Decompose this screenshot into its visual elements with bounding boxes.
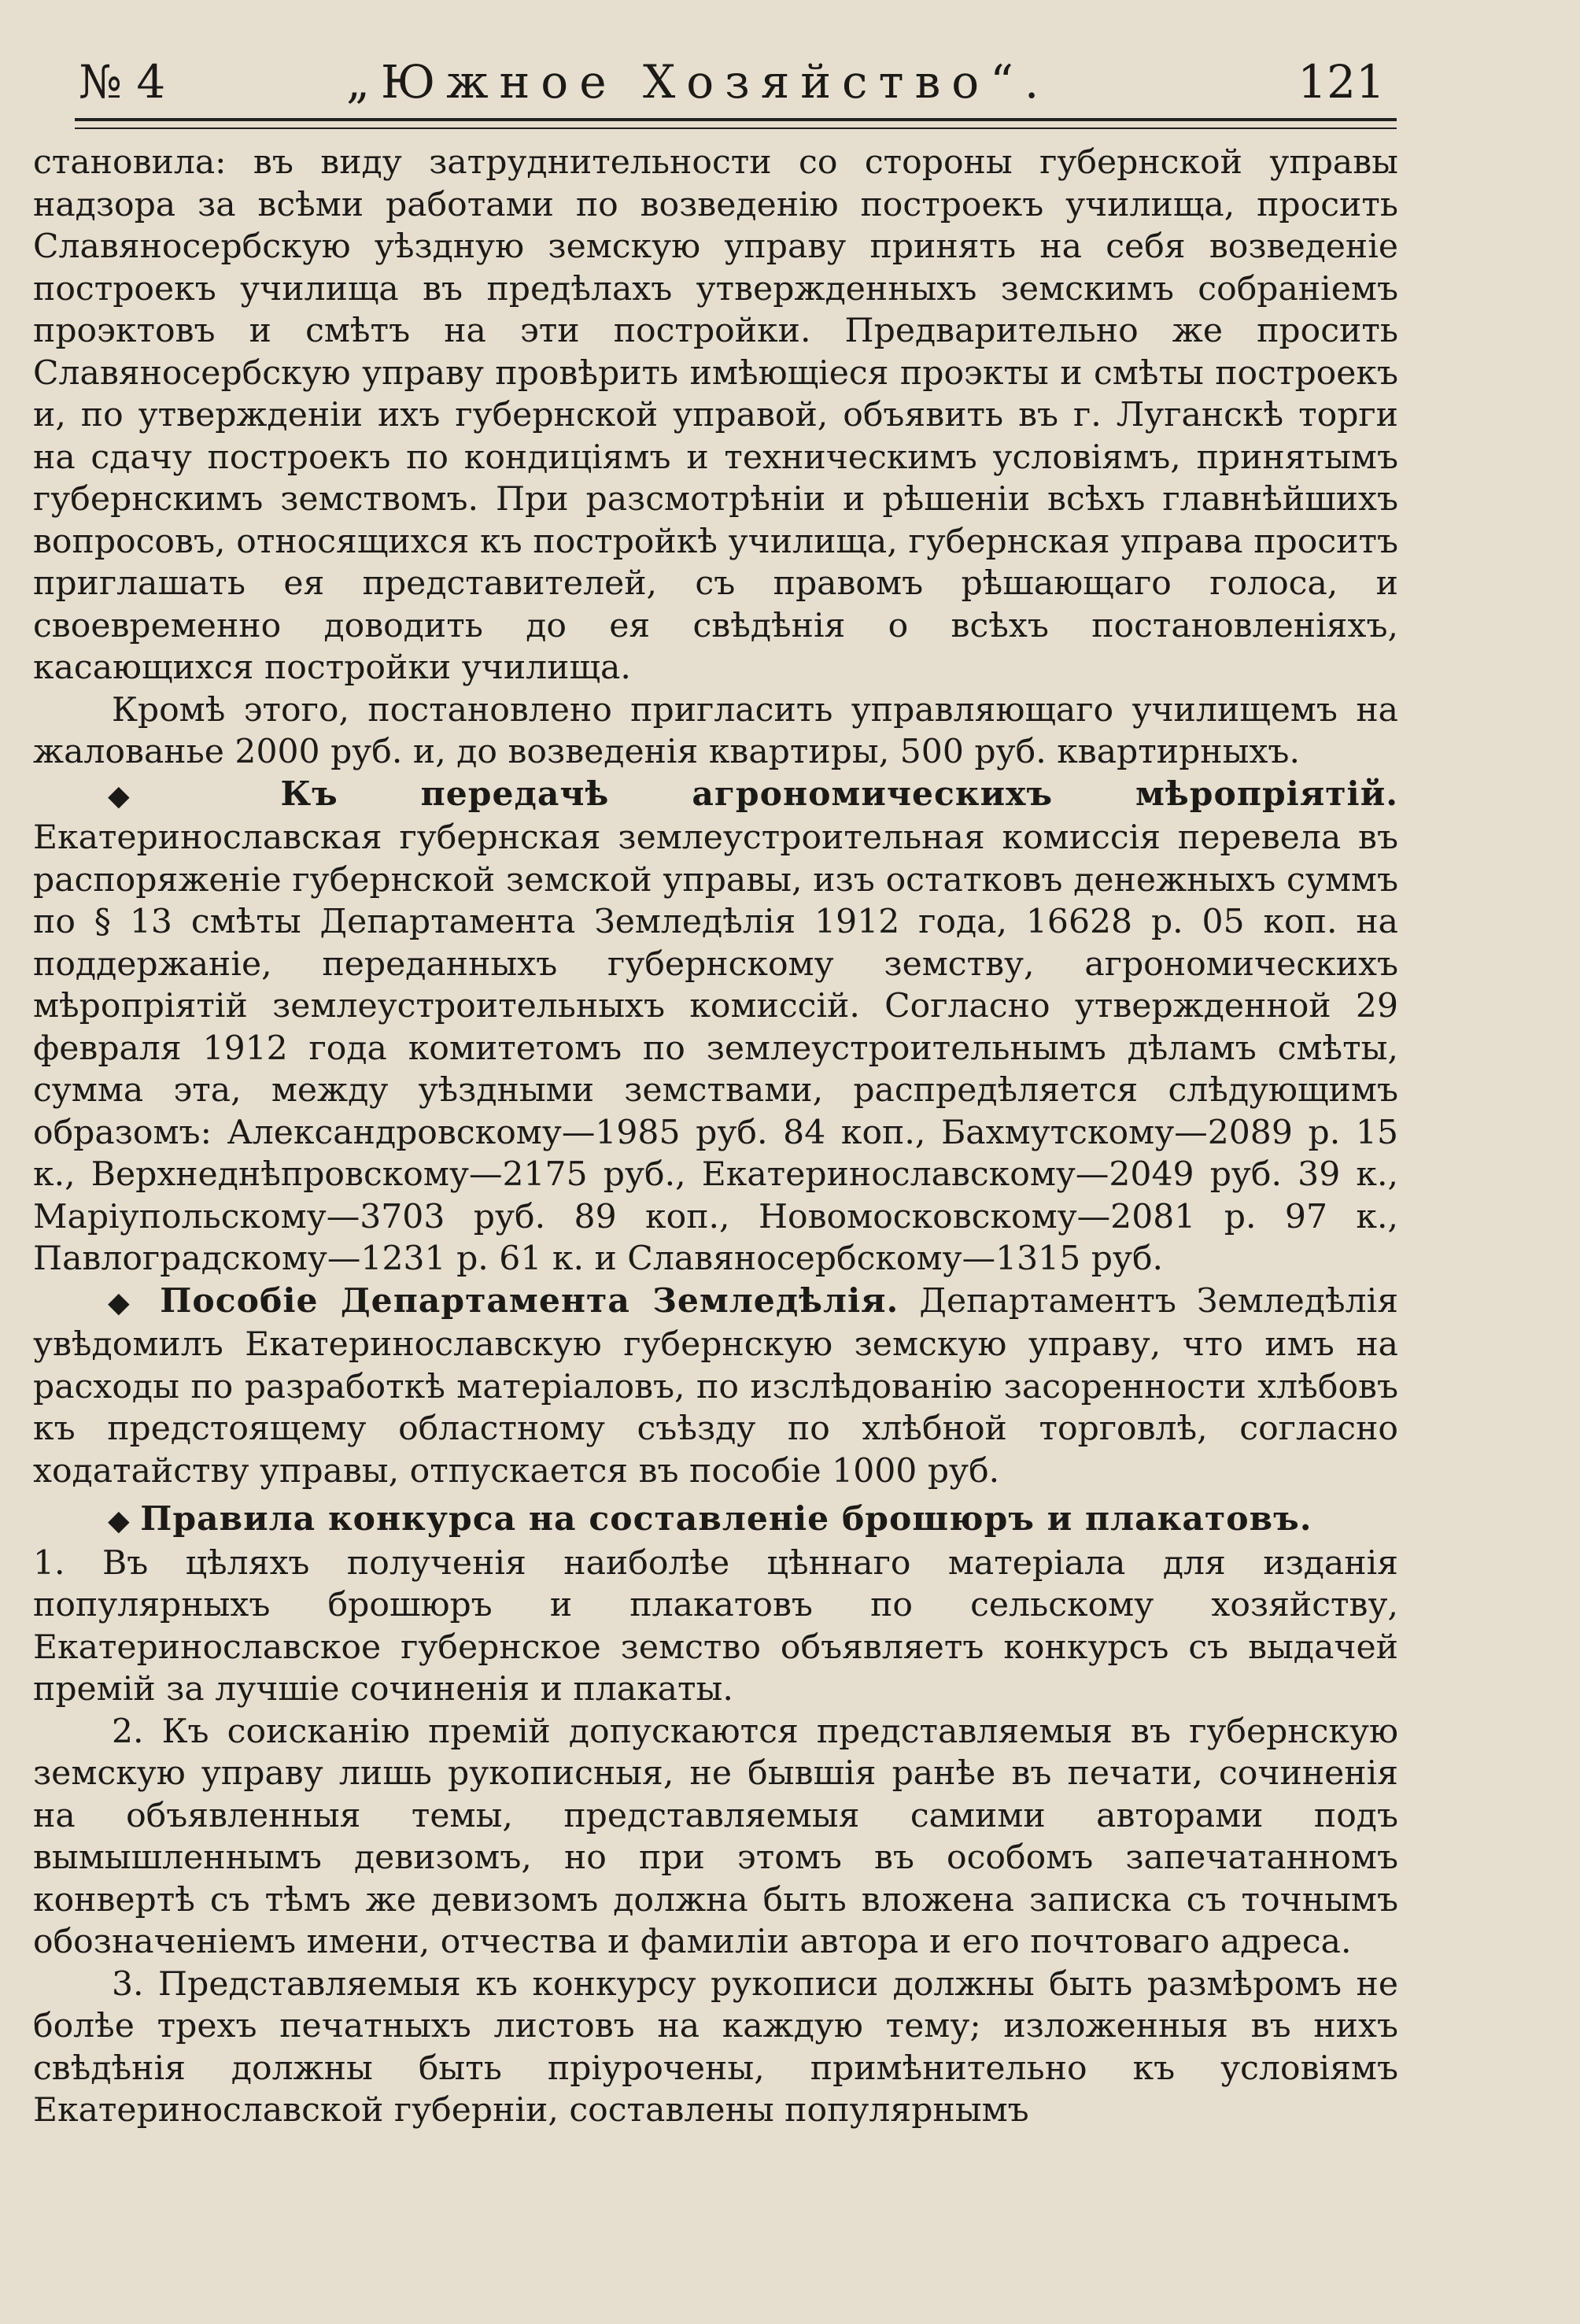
- rule-item: 1. Въ цѣляхъ полученія наиболѣе цѣннаго матеріала для изданія популярныхъ брошюръ и плакатовъ по сельскому хозяйству, Екатеринославское губернское земство объявляетъ конкурсъ съ выдачей премій за лучшіе сочиненія и плакаты.: [33, 1543, 1398, 1709]
- section-paragraph: [33, 1280, 1398, 1493]
- issue-number: № 4: [79, 55, 166, 109]
- header-rule-thin: [75, 127, 1397, 129]
- bullet-icon: ◆: [108, 779, 200, 812]
- paragraph: становила: въ виду затруднительности со стороны губернской управы надзора за всѣми работами по возведенію построекъ училища, просить Славяносербскую уѣздную земскую управу принять на себя возведеніе построекъ училища въ предѣлахъ утвержденныхъ земскимъ собраніемъ проэктовъ и смѣтъ на эти постройки. Предварительно же просить Славяносербскую управу провѣрить имѣющіеся проэкты и смѣты построекъ и, по утвержденіи ихъ губернской управой, объявить въ г. Луганскѣ торги на сдачу построекъ по кондиціямъ и техническимъ условіямъ, принятымъ губернскимъ земствомъ. При разсмотрѣніи и рѣшеніи всѣхъ главнѣйшихъ вопросовъ, относящихся къ постройкѣ училища, губернская управа проситъ приглашать ея представителей, съ правомъ рѣшающаго голоса, и своевременно доводить до ея свѣдѣнія о всѣхъ постановленіяхъ, касающихся постройки училища.: [33, 143, 1398, 687]
- bullet-icon: ◆: [108, 1286, 140, 1319]
- section-heading: Правила конкурса на составленіе брошюръ и плакатовъ.: [140, 1499, 1312, 1539]
- section-text: Департаментъ Земледѣлія увѣдомилъ Екатеринославскую губернскую земскую управу, что имъ на расходы по разработкѣ матеріаловъ, по изслѣдованію засоренности хлѣбовъ къ предстоящему областному съѣзду по хлѣбной торговлѣ, согласно ходатайству управы, отпускается въ пособіе 1000 руб.: [33, 1281, 1399, 1491]
- section-paragraph: [33, 1498, 1398, 1543]
- bullet-icon: ◆: [108, 1505, 130, 1537]
- body-text: [33, 142, 1398, 2132]
- section-heading: Къ передачѣ агрономическихъ мѣропріятій.: [280, 774, 1399, 814]
- section-paragraph: [33, 774, 1398, 1280]
- section-heading: Пособіе Департамента Земледѣлія.: [160, 1280, 899, 1321]
- rule-item: 2. Къ соисканію премій допускаются представляемыя въ губернскую земскую управу лишь рукописныя, не бывшія ранѣе въ печати, сочиненія на объявленныя темы, представляемыя самими авторами подъ вымышленнымъ девизомъ, но при этомъ въ особомъ запечатанномъ конвертѣ съ тѣмъ же девизомъ должна быть вложена записка съ точнымъ обозначеніемъ имени, отчества и фамиліи автора и его почтоваго адреса.: [33, 1712, 1398, 1961]
- running-header: [79, 55, 1385, 118]
- journal-title: „Южное Хозяйство“.: [346, 55, 1050, 109]
- rule-item: 3. Представляемыя къ конкурсу рукописи должны быть размѣромъ не болѣе трехъ печатныхъ листовъ на каждую тему; изложенныя въ нихъ свѣдѣнія должны быть пріурочены, примѣнительно къ условіямъ Екатеринославской губерніи, составлены популярнымъ: [33, 1964, 1398, 2130]
- section-text: Екатеринославская губернская землеустроительная комиссія перевела въ распоряженіе губернской земской управы, изъ остатковъ денежныхъ суммъ по § 13 смѣты Департамента Земледѣлія 1912 года, 16628 р. 05 коп. на поддержаніе, переданныхъ губернскому земству, агрономическихъ мѣропріятій землеустроительныхъ комиссій. Согласно утвержденной 29 февраля 1912 года комитетомъ по землеустроительнымъ дѣламъ смѣты, сумма эта, между уѣздными земствами, распредѣляется слѣдующимъ образомъ: Александровскому—1985 руб. 84 коп., Бахмутскому—2089 р. 15 к., Верхнеднѣпровскому—2175 руб., Екатеринославскому—2049 руб. 39 к., Маріупольскому—3703 руб. 89 коп., Новомосковскому—2081 р. 97 к., Павлоградскому—1231 р. 61 к. и Славяносербскому—1315 руб.: [33, 818, 1398, 1278]
- paragraph: Кромѣ этого, постановлено пригласить управляющаго училищемъ на жалованье 2000 руб. и, до возведенія квартиры, 500 руб. квартирныхъ.: [33, 690, 1398, 771]
- page-number: 121: [1298, 55, 1385, 109]
- header-rule-thick: [75, 118, 1397, 121]
